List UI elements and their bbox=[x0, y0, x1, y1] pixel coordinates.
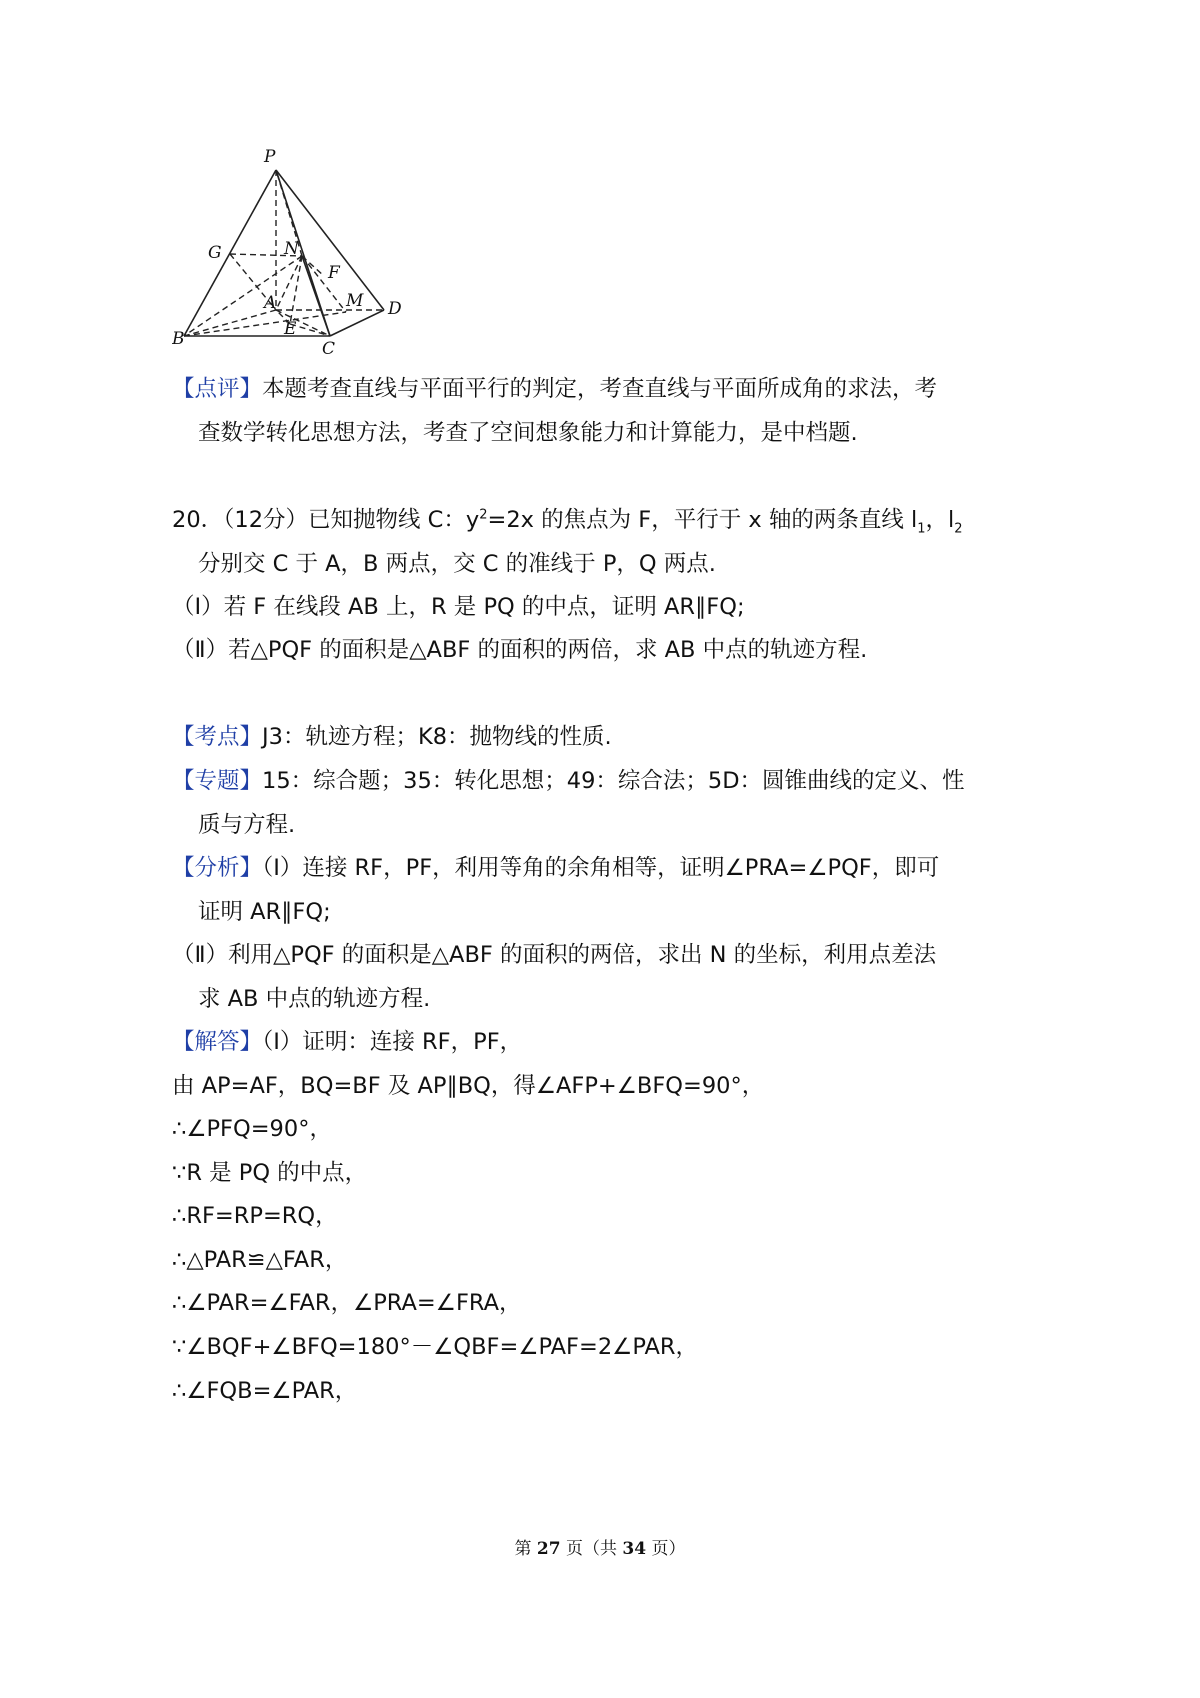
edge-AB bbox=[184, 310, 276, 336]
current-page-number: 27 bbox=[536, 1539, 561, 1559]
label-B: B bbox=[172, 329, 185, 349]
label-D: D bbox=[388, 299, 402, 319]
label-P: P bbox=[264, 148, 276, 167]
review-line-2: 查数学转化思想方法，考查了空间想象能力和计算能力，是中档题. bbox=[198, 420, 858, 446]
fenxi-tag: 【分析】 bbox=[172, 855, 263, 881]
jieda-step: ∴RF=RP=RQ， bbox=[172, 1203, 338, 1229]
label-M: M bbox=[346, 291, 364, 311]
fenxi-line-2: 证明 AR∥FQ; bbox=[198, 899, 331, 925]
problem-part-1: （Ⅰ）若 F 在线段 AB 上，R 是 PQ 的中点，证明 AR∥FQ; bbox=[172, 594, 745, 620]
fenxi-line-4: 求 AB 中点的轨迹方程. bbox=[198, 986, 431, 1012]
jieda-step: ∴∠PAR=∠FAR，∠PRA=∠FRA， bbox=[172, 1290, 522, 1316]
problem-line-1: 20．（12分）已知抛物线 C：$y^2=2x$ 的焦点为 F，平行于 x 轴的两条直线 $l_1$，$l_2$ bbox=[172, 507, 963, 537]
total-page-number: 34 bbox=[622, 1539, 647, 1559]
label-F: F bbox=[328, 263, 340, 283]
label-N: N bbox=[284, 239, 299, 259]
jieda-step: ∴∠FQB=∠PAR， bbox=[172, 1378, 358, 1404]
jieda-line-1: 【解答】（Ⅰ）证明：连接 RF，PF， bbox=[172, 1029, 523, 1055]
jieda-tag: 【解答】 bbox=[172, 1029, 263, 1055]
kaodian-tag: 【考点】 bbox=[172, 724, 263, 750]
jieda-step: ∵R 是 PQ 的中点， bbox=[172, 1160, 368, 1186]
problem-line-2: 分别交 C 于 A，B 两点，交 C 的准线于 P，Q 两点. bbox=[198, 551, 716, 577]
kaodian-line: 【考点】J3：轨迹方程；K8：抛物线的性质. bbox=[172, 724, 612, 750]
jieda-step: ∴∠PFQ=90°， bbox=[172, 1116, 332, 1142]
label-A: A bbox=[264, 293, 277, 313]
edge-NE bbox=[290, 256, 302, 324]
jieda-step: ∵∠BQF+∠BFQ=180°－∠QBF=∠PAF=2∠PAR， bbox=[172, 1334, 698, 1360]
review-line-1 bbox=[172, 374, 937, 404]
jieda-step: 由 AP=AF，BQ=BF 及 AP∥BQ，得∠AFP+∠BFQ=90°， bbox=[172, 1073, 765, 1099]
page-footer: 第 27 页（共 34 页） bbox=[514, 1539, 686, 1559]
review-text-1: 本题考查直线与平面平行的判定，考查直线与平面所成角的求法，考 bbox=[262, 376, 938, 402]
zhuanti-tag: 【专题】 bbox=[172, 768, 263, 794]
edge-CD bbox=[330, 310, 384, 336]
label-G: G bbox=[208, 243, 222, 263]
label-C: C bbox=[322, 339, 336, 359]
pyramid-figure bbox=[172, 148, 432, 360]
edge-PB bbox=[184, 170, 276, 336]
fenxi-line-1: 【分析】（Ⅰ）连接 RF，PF，利用等角的余角相等，证明∠PRA=∠PQF，即可 bbox=[172, 855, 940, 881]
zhuanti-line-2: 质与方程. bbox=[198, 812, 296, 838]
fenxi-line-3: （Ⅱ）利用△PQF 的面积是△ABF 的面积的两倍，求出 N 的坐标，利用点差法 bbox=[172, 942, 937, 968]
jieda-step: ∴△PAR≌△FAR， bbox=[172, 1247, 348, 1273]
problem-part-2: （Ⅱ）若△PQF 的面积是△ABF 的面积的两倍，求 AB 中点的轨迹方程. bbox=[172, 637, 868, 663]
label-E: E bbox=[284, 319, 297, 339]
review-tag: 【点评】 bbox=[172, 376, 263, 402]
zhuanti-line-1: 【专题】15：综合题；35：转化思想；49：综合法；5D：圆锥曲线的定义、性 bbox=[172, 768, 965, 794]
